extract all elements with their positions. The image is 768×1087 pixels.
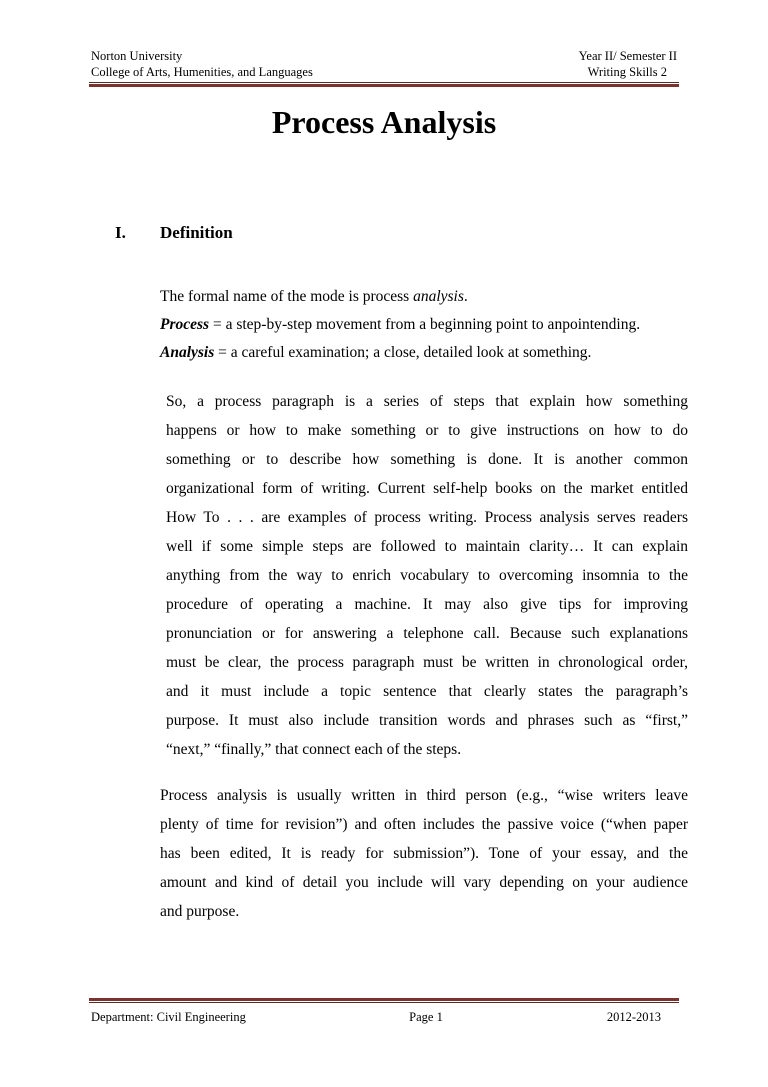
paragraph-line: purpose. It must also include transition words and phrases such as “first,” (166, 712, 688, 729)
footer-department: Department: Civil Engineering (91, 1010, 246, 1024)
header-course: Writing Skills 2 (587, 65, 667, 79)
paragraph-process-description (166, 387, 688, 764)
paragraph-line: organizational form of writing. Current self-help books on the market entitled (166, 480, 688, 497)
footer-year: 2012-2013 (606, 1010, 661, 1024)
footer-rule-thick (89, 998, 679, 1001)
paragraph-line: and it must include a topic sentence that clearly states the paragraph’s (166, 683, 688, 700)
paragraph-line: and purpose. (160, 903, 240, 920)
definition-intro (160, 283, 640, 311)
header-college: College of Arts, Humenities, and Languages (91, 65, 313, 79)
header-rule-thin (89, 82, 679, 83)
paragraph-line: something or to describe how something is done. It is another common (166, 451, 688, 468)
page-title: Process Analysis (271, 104, 497, 140)
definition-analysis-term: Analysis (160, 344, 215, 361)
page-header (91, 48, 677, 80)
definition-analysis (160, 339, 640, 367)
section-heading: Definition (160, 223, 233, 242)
header-year-semester: Year II/ Semester II (578, 49, 677, 63)
paragraph-person-voice (160, 781, 688, 926)
definition-intro-text: The formal name of the mode is process (160, 288, 414, 305)
paragraph-line: pronunciation or for answering a telephone call. Because such explanations (166, 625, 688, 642)
paragraph-line: procedure of operating a machine. It may also give tips for improving (166, 596, 688, 613)
footer-rule-thin (89, 1002, 679, 1003)
section-number: I. (115, 223, 126, 242)
definition-analysis-text: = a careful examination; a close, detailed look at something. (214, 344, 592, 361)
paragraph-line: plenty of time for revision”) and often includes the passive voice (“when paper (160, 816, 688, 833)
paragraph-line: must be clear, the process paragraph must be written in chronological order, (166, 654, 688, 671)
definition-process (160, 311, 640, 339)
definition-intro-end: . (463, 288, 468, 305)
definitions-block (160, 283, 640, 367)
definition-intro-italic: analysis (413, 288, 464, 305)
footer-page-number: Page 1 (409, 1010, 443, 1024)
definition-process-text: = a step-by-step movement from a beginning point to anpointending. (209, 316, 641, 333)
header-university: Norton University (91, 49, 183, 63)
paragraph-line: has been edited, It is ready for submission”). Tone of your essay, and the (160, 845, 688, 862)
definition-process-term: Process (160, 316, 210, 333)
paragraph-line: well if some simple steps are followed to maintain clarity… It can explain (166, 538, 688, 555)
paragraph-line: anything from the way to enrich vocabulary to overcoming insomnia to the (166, 567, 688, 584)
paragraph-line: How To . . . are examples of process writing. Process analysis serves readers (166, 509, 688, 526)
paragraph-line: Process analysis is usually written in third person (e.g., “wise writers leave (160, 787, 688, 804)
footer-rule (89, 998, 679, 1003)
paragraph-line: “next,” “finally,” that connect each of the steps. (166, 741, 462, 758)
paragraph-line: happens or how to make something or to give instructions on how to do (166, 422, 688, 439)
header-rule-thick (89, 84, 679, 87)
paragraph-line: amount and kind of detail you include will vary depending on your audience (160, 874, 688, 891)
header-rule (89, 82, 679, 87)
paragraph-line: So, a process paragraph is a series of steps that explain how something (166, 393, 688, 410)
page-footer (91, 1009, 677, 1025)
